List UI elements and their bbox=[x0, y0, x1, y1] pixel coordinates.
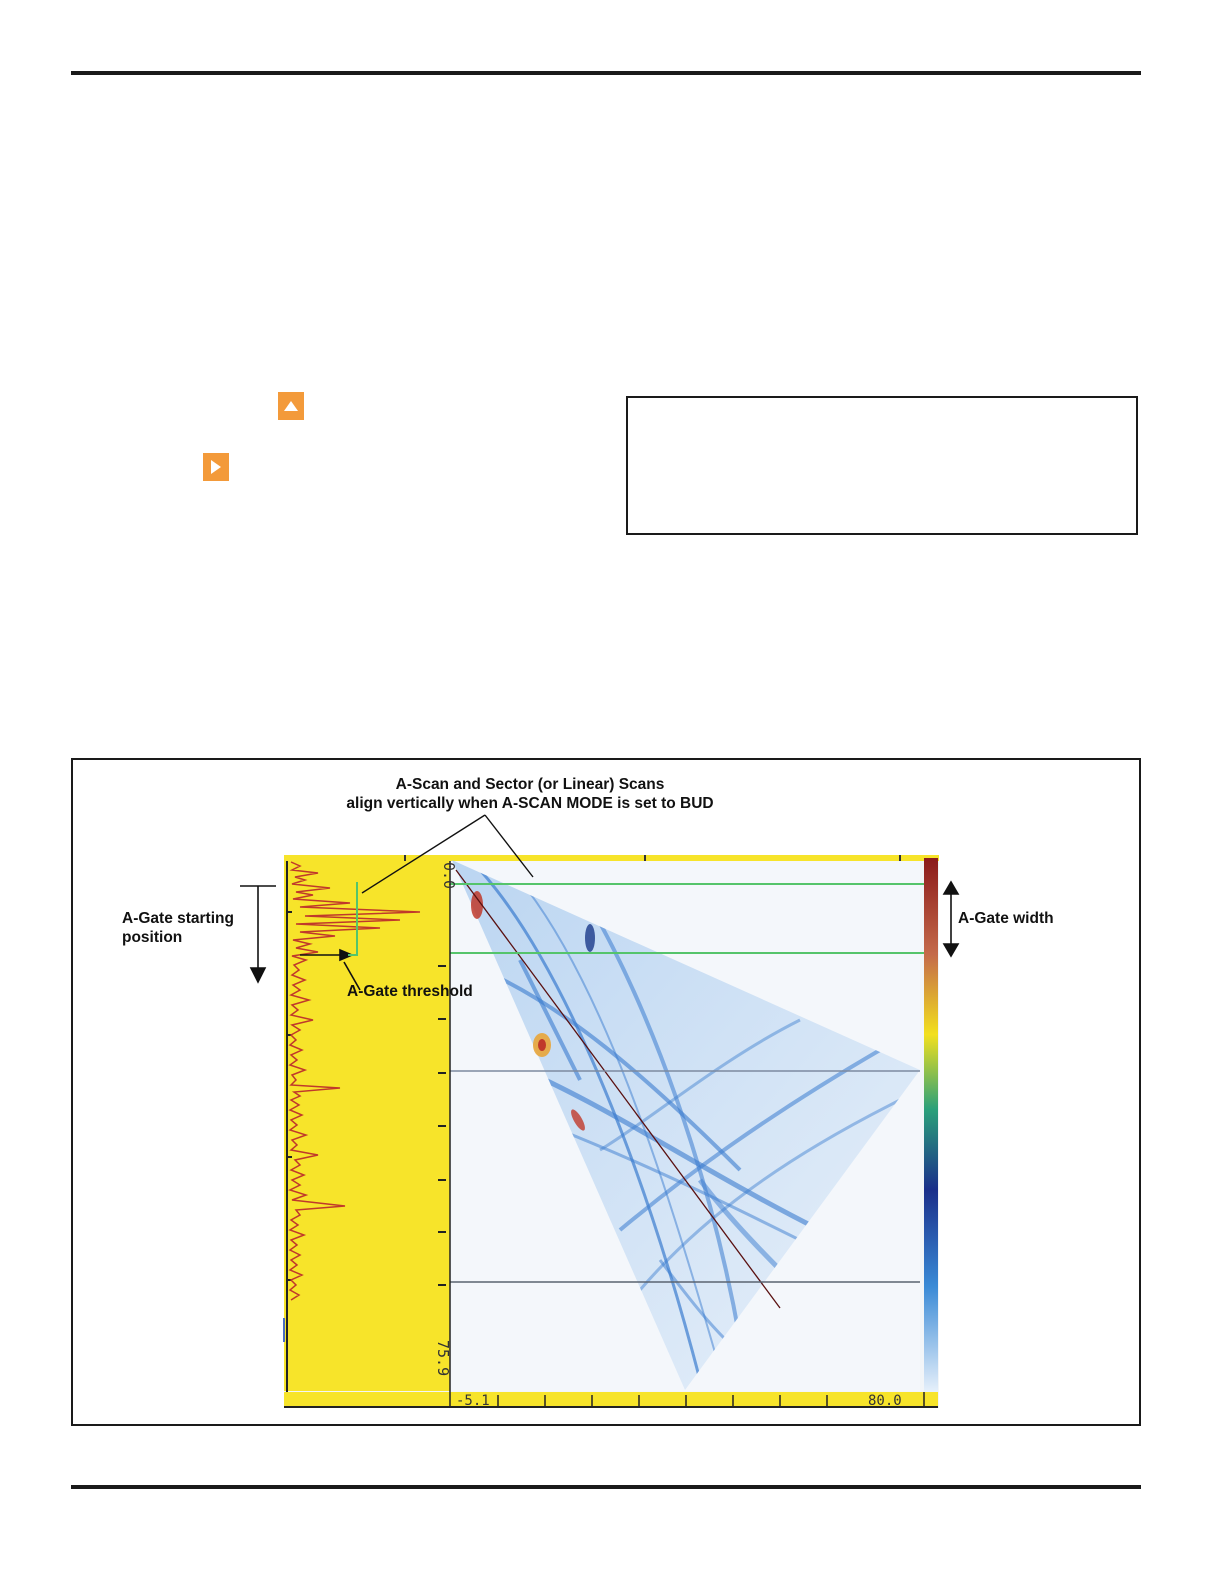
gate-threshold-label: A-Gate threshold bbox=[347, 983, 473, 1000]
depth-top-label: 0.0 bbox=[440, 862, 458, 890]
depth-bottom-label: 75.9 bbox=[434, 1340, 452, 1377]
x-min-label: -5.1 bbox=[456, 1393, 490, 1409]
caption-line-1: A-Scan and Sector (or Linear) Scans bbox=[395, 776, 665, 793]
top-ruler bbox=[284, 855, 939, 861]
bottom-ruler bbox=[450, 1392, 938, 1407]
figure-caption bbox=[300, 775, 760, 813]
gate-width-label: A-Gate width bbox=[958, 910, 1054, 927]
gate-width-arrow bbox=[944, 882, 958, 956]
gate-start-label bbox=[122, 909, 234, 947]
gate-start-label-line2: position bbox=[122, 929, 183, 946]
x-max-label: 80.0 bbox=[868, 1393, 902, 1409]
caption-line-2: align vertically when A-SCAN MODE is set to BUD bbox=[346, 795, 714, 812]
gate-start-label-line1: A-Gate starting bbox=[122, 910, 234, 927]
color-scale-bar bbox=[924, 858, 938, 1393]
ascan-area bbox=[284, 861, 450, 1391]
bottom-rule bbox=[71, 1485, 1141, 1489]
